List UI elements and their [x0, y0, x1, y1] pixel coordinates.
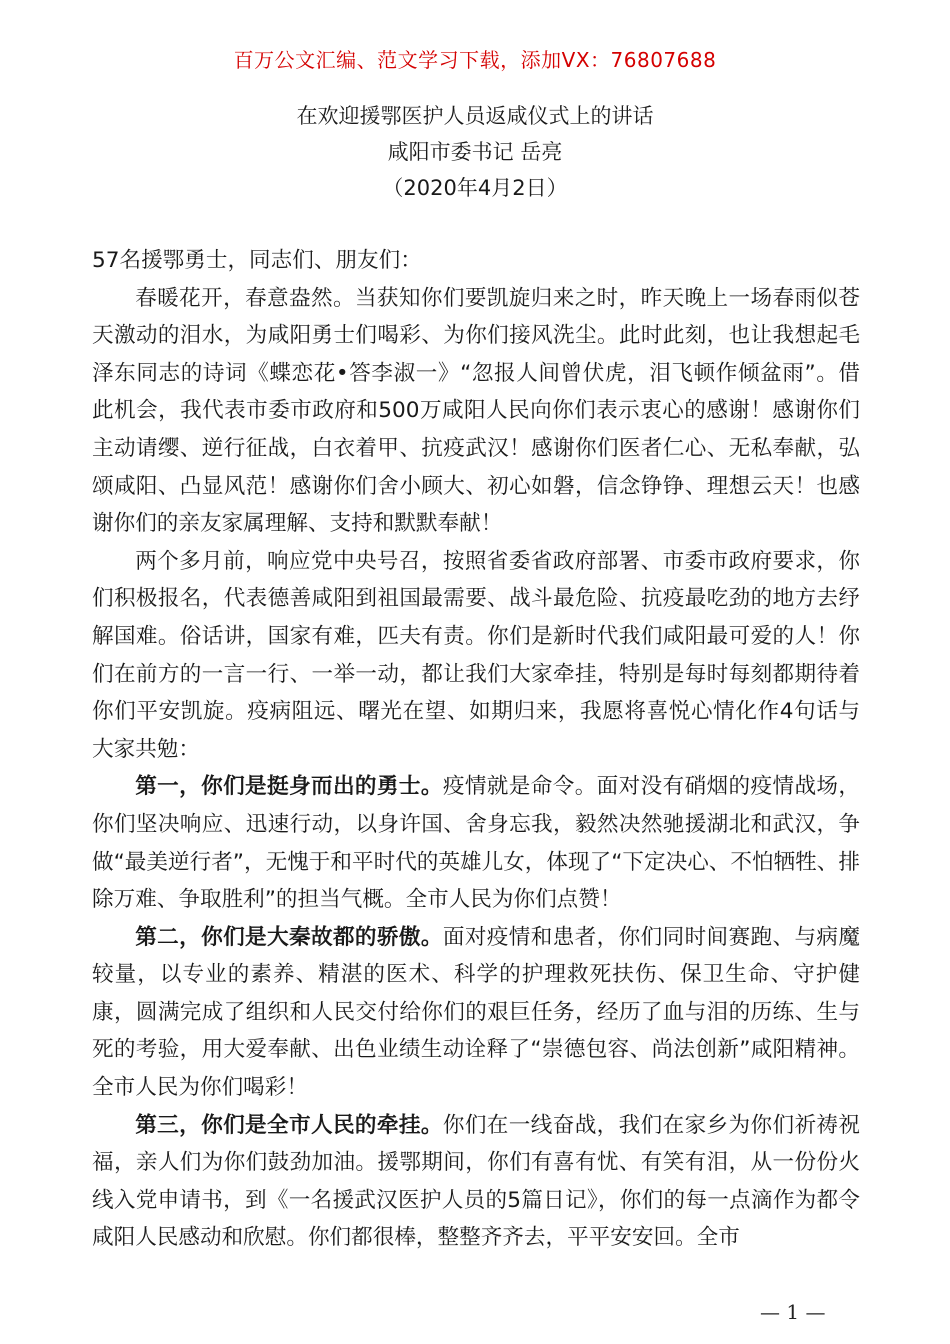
- paragraph: [92, 543, 860, 769]
- paragraph-text: 疫情就是命令。面对没有硝烟的疫情战场，你们坚决响应、迅速行动，以身许国、舍身忘我，毅然决然驰援湖北和武汉，争做“最美逆行者”，无愧于和平时代的英雄儿女，体现了“下定决心、不怕牺牲、排除万难、争取胜利”的担当气概。全市人民为你们点赞！: [92, 774, 860, 913]
- speech-body: [92, 242, 860, 1257]
- document-author: 咸阳市委书记 岳亮: [387, 140, 563, 164]
- paragraph-text: 你们在一线奋战，我们在家乡为你们祈祷祝福，亲人们为你们鼓劲加油。援鄂期间，你们有喜有忧、有笑有泪，从一份份火线入党申请书，到《一名援武汉医护人员的5篇日记》，你们的每一点滴作为都令咸阳人民感动和欣慰。你们都很棒，整整齐齐去，平平安安回。全市: [92, 1112, 860, 1251]
- page-number: — 1 —: [760, 1300, 826, 1324]
- paragraph-text: 春暖花开，春意盎然。当获知你们要凯旋归来之时，昨天晚上一场春雨似苍天激动的泪水，为咸阳勇士们喝彩、为你们接风洗尘。此时此刻，也让我想起毛泽东同志的诗词《蝶恋花•答李淑一》“忽报人间曾伏虎，泪飞顿作倾盆雨”。借此机会，我代表市委市政府和500万咸阳人民向你们表示衷心的感谢！感谢你们主动请缨、逆行征战，白衣着甲、抗疫武汉！感谢你们医者仁心、无私奉献，弘颂咸阳、凸显风范！感谢你们舍小顾大、初心如磐，信念铮铮、理想云天！也感谢你们的亲友家属理解、支持和默默奉献！: [92, 285, 860, 537]
- paragraph: [92, 280, 860, 543]
- document-date: （2020年4月2日）: [382, 176, 568, 200]
- paragraph-lead: 第三，你们是全市人民的牵挂。: [135, 1112, 443, 1138]
- paragraph: [92, 1107, 860, 1257]
- paragraph-lead: 第二，你们是大秦故都的骄傲。: [135, 924, 443, 950]
- document-header: [0, 98, 950, 206]
- paragraph-text: 面对疫情和患者，你们同时间赛跑、与病魔较量，以专业的素养、精湛的医术、科学的护理救死扶伤、保卫生命、守护健康，圆满完成了组织和人民交付给你们的艰巨任务，经历了血与泪的历练、生与死的考验，用大爱奉献、出色业绩生动诠释了“崇德包容、尚法创新”咸阳精神。全市人民为你们喝彩！: [92, 924, 860, 1101]
- paragraph: [92, 768, 860, 918]
- document-title: 在欢迎援鄂医护人员返咸仪式上的讲话: [296, 104, 654, 128]
- salutation: 57名援鄂勇士，同志们、朋友们：: [92, 248, 422, 273]
- paragraph: [92, 919, 860, 1107]
- promo-banner: 百万公文汇编、范文学习下载，添加VX：76807688: [233, 48, 717, 72]
- paragraph-text: 两个多月前，响应党中央号召，按照省委省政府部署、市委市政府要求，你们积极报名，代表德善咸阳到祖国最需要、战斗最危险、抗疫最吃劲的地方去纾解国难。俗话讲，国家有难，匹夫有责。你们是新时代我们咸阳最可爱的人！你们在前方的一言一行、一举一动，都让我们大家牵挂，特别是每时每刻都期待着你们平安凯旋。疫病阻远、曙光在望、如期归来，我愿将喜悦心情化作4句话与大家共勉：: [92, 548, 860, 762]
- paragraph-lead: 第一，你们是挺身而出的勇士。: [135, 774, 443, 800]
